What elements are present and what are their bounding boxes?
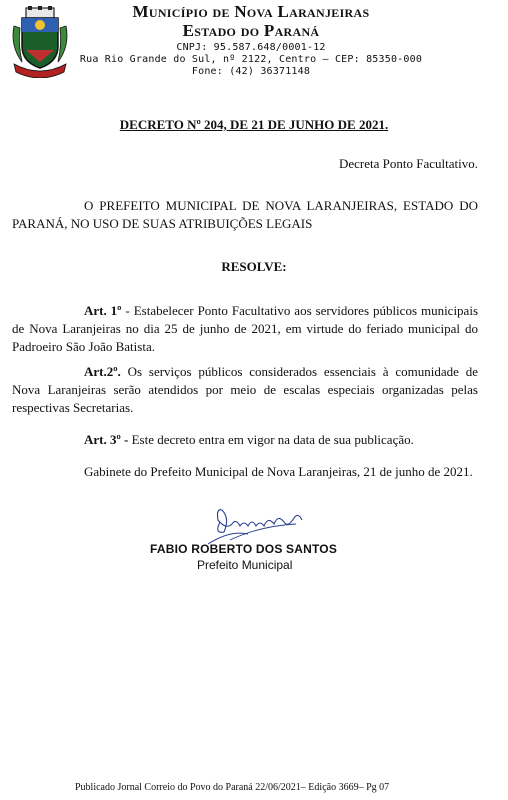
article-text: Este decreto entra em vigor na data de sua publicação. [128, 432, 414, 447]
phone-line: Fone: (42) 36371148 [191, 66, 311, 77]
signer-role: Prefeito Municipal [197, 558, 293, 572]
closing-line: Gabinete do Prefeito Municipal de Nova Laranjeiras, 21 de junho de 2021. [84, 464, 473, 479]
preamble: O PREFEITO MUNICIPAL DE NOVA LARANJEIRAS, ESTADO DO PARANÁ, NO USO DE SUAS ATRIBUIÇÕES LEGAIS [12, 198, 478, 232]
coat-of-arms-icon [8, 6, 72, 78]
resolve-heading: RESOLVE: [221, 259, 287, 274]
article-label: Art.2º. [84, 364, 121, 379]
signature-icon [200, 500, 312, 548]
municipality-title: Município de Nova Laranjeiras [132, 2, 370, 21]
article-2 [12, 363, 478, 418]
article-label: Art. 3º - [84, 432, 129, 447]
decree-title: DECRETO Nº 204, DE 21 DE JUNHO DE 2021. [119, 117, 389, 132]
state-title: Estado do Paraná [182, 21, 320, 40]
address-line: Rua Rio Grande do Sul, nº 2122, Centro – CEP: 85350-000 [79, 54, 423, 65]
article-3 [12, 431, 478, 449]
article-label: Art. 1º [84, 303, 122, 318]
publication-footer: Publicado Jornal Correio do Povo do Paraná 22/06/2021– Edição 3669– Pg 07 [75, 782, 390, 793]
signer-name: FABIO ROBERTO DOS SANTOS [150, 542, 338, 556]
article-text: Os serviços públicos considerados essenciais à comunidade de Nova Laranjeiras serão atendidos por meio de escalas especiais organizadas pelas respectivas Secretarias. [12, 364, 478, 416]
decree-summary: Decreta Ponto Facultativo. [339, 156, 478, 171]
article-text: - Estabelecer Ponto Facultativo aos servidores públicos municipais de Nova Laranjeiras no dia 25 de junho de 2021, em virtude do feriado municipal do Padroeiro São João Batista. [12, 303, 478, 355]
article-1 [12, 302, 478, 357]
cnpj-line: CNPJ: 95.587.648/0001-12 [176, 42, 326, 53]
